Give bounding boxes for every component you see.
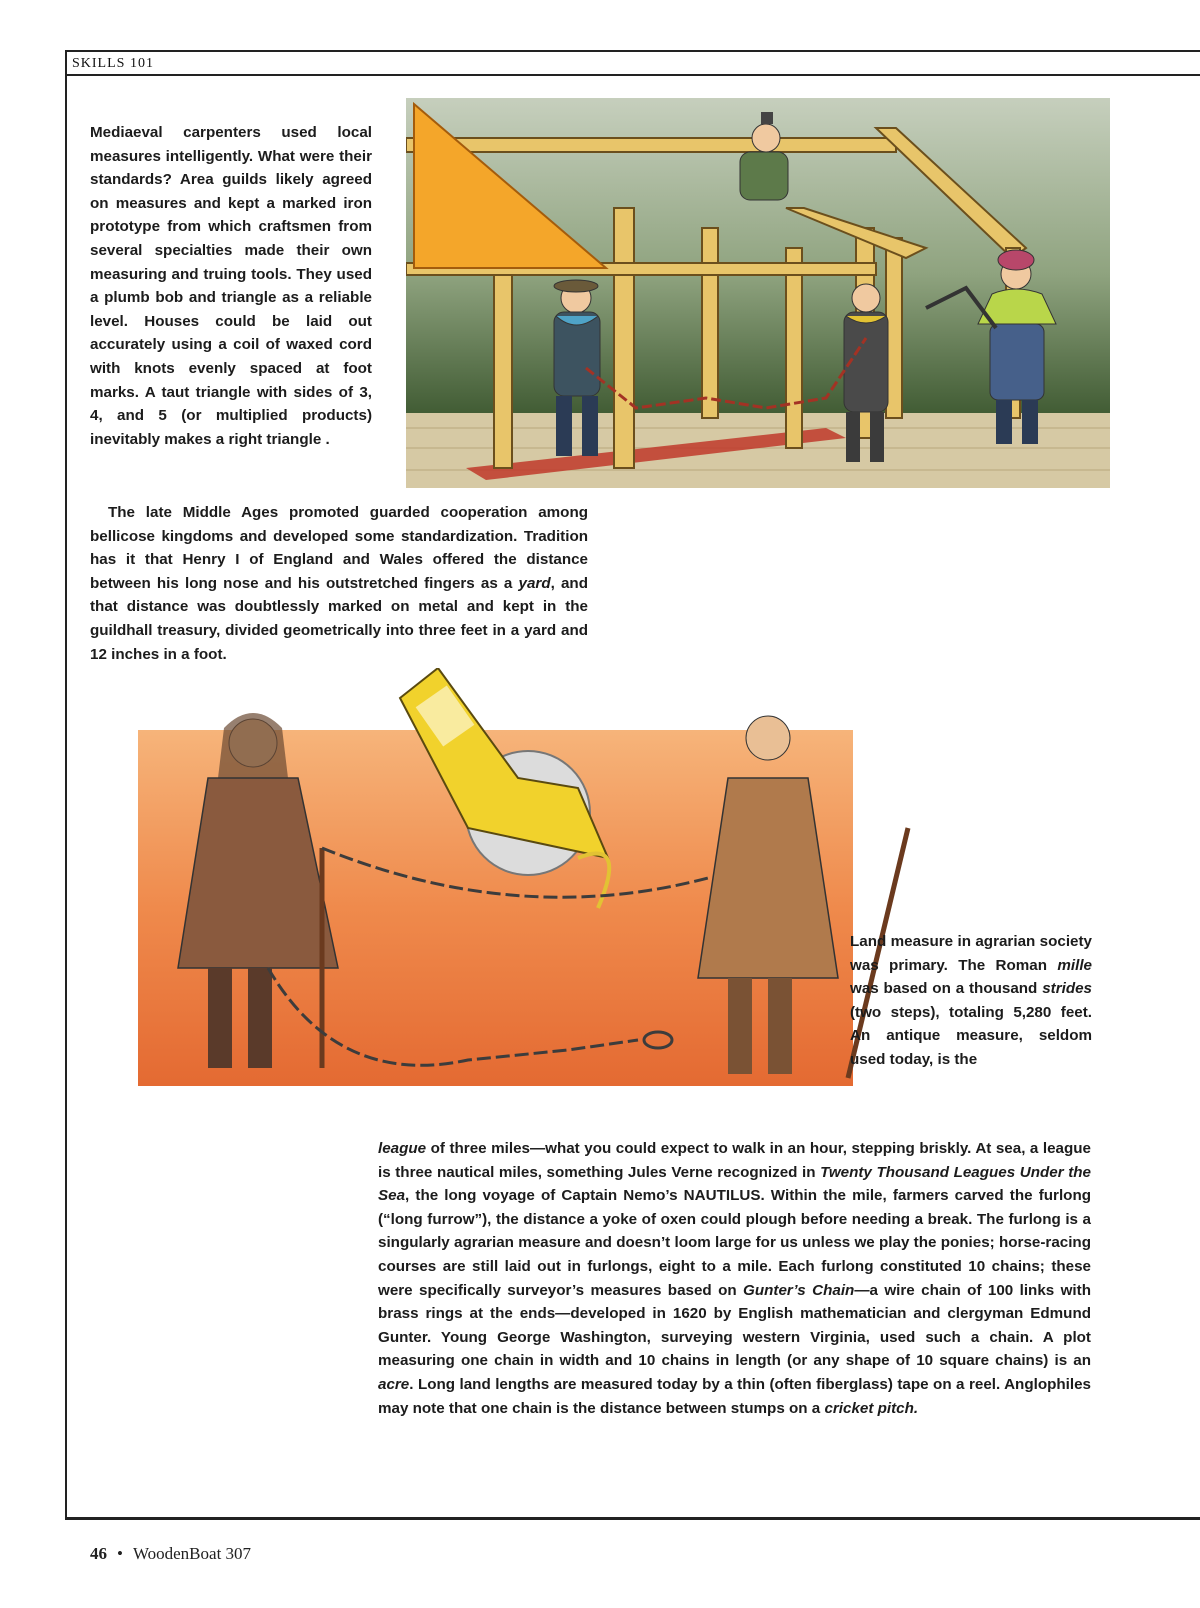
footer-bullet: • bbox=[117, 1544, 123, 1563]
carpenters-illustration bbox=[406, 98, 1110, 488]
league-paragraph bbox=[378, 1137, 1091, 1420]
surveyors-illustration bbox=[138, 668, 938, 1118]
header-rule bbox=[65, 74, 1200, 76]
paragraph-carpenters: Mediaeval carpenters used local measures intelligently. What were their standards? Area guilds likely agreed on measures and kept a marked iron prototype from which craftsmen from several specialties made their own measuring and truing tools. They used a plumb bob and triangle as a reliable level. Houses could be laid out accurately using a coil of waxed cord with knots evenly spaced at foot marks. A taut triangle with sides of 3, 4, and 5 (or multiplied products) inevitably makes a right triangle . bbox=[90, 124, 372, 448]
publication-name: WoodenBoat 307 bbox=[132, 1544, 252, 1563]
page-number: 46 bbox=[90, 1544, 107, 1563]
yard-paragraph bbox=[90, 501, 588, 666]
page-footer bbox=[90, 1544, 251, 1564]
intro-paragraph bbox=[90, 121, 372, 451]
land-measure-paragraph bbox=[850, 930, 1092, 1072]
paragraph-league: league of three miles—what you could expect to walk in an hour, stepping briskly. At sea, a league is three nautical miles, something Jules Verne recognized in Twenty Thousand Leagues Under the Sea, the long voyage of Captain Nemo’s NAUTILUS. Within the mile, farmers carved the furlong (“long furrow”), the distance a yoke of oxen could plough before needing a break. The furlong is a singularly agrarian measure and doesn’t loom large for us unless we play the ponies; horse-racing courses are still laid out in furlongs, eight to a mile. Each furlong constituted 10 chains; these were specifically surveyor’s measures based on Gunter’s Chain—a wire chain of 100 links with brass rings at the ends—developed in 1620 by English mathematician and clergyman Edmund Gunter. Young George Washington, surveying western Virginia, used such a chain. A plot measuring one chain in width and 10 chains in length (or any shape of 10 square chains) is an acre. Long land lengths are measured today by a thin (often fiberglass) tape on a reel. Anglophiles may note that one chain is the distance between stumps on a cricket pitch. bbox=[378, 1140, 1092, 1417]
paragraph-land-measure: Land measure in agrarian society was primary. The Roman mille was based on a thousand strides (two steps), totaling 5,280 feet. An antique measure, seldom used today, is the bbox=[850, 933, 1092, 1068]
section-label: SKILLS 101 bbox=[72, 56, 154, 71]
paragraph-yard: The late Middle Ages promoted guarded cooperation among bellicose kingdoms and developed some standardization. Tradition has it that Henry I of England and Wales offered the distance between his long nose and his outstretched fingers as a yard, and that distance was doubtlessly marked on metal and kept in the guildhall treasury, divided geometrically into three feet in a yard and 12 inches in a foot. bbox=[90, 504, 588, 663]
